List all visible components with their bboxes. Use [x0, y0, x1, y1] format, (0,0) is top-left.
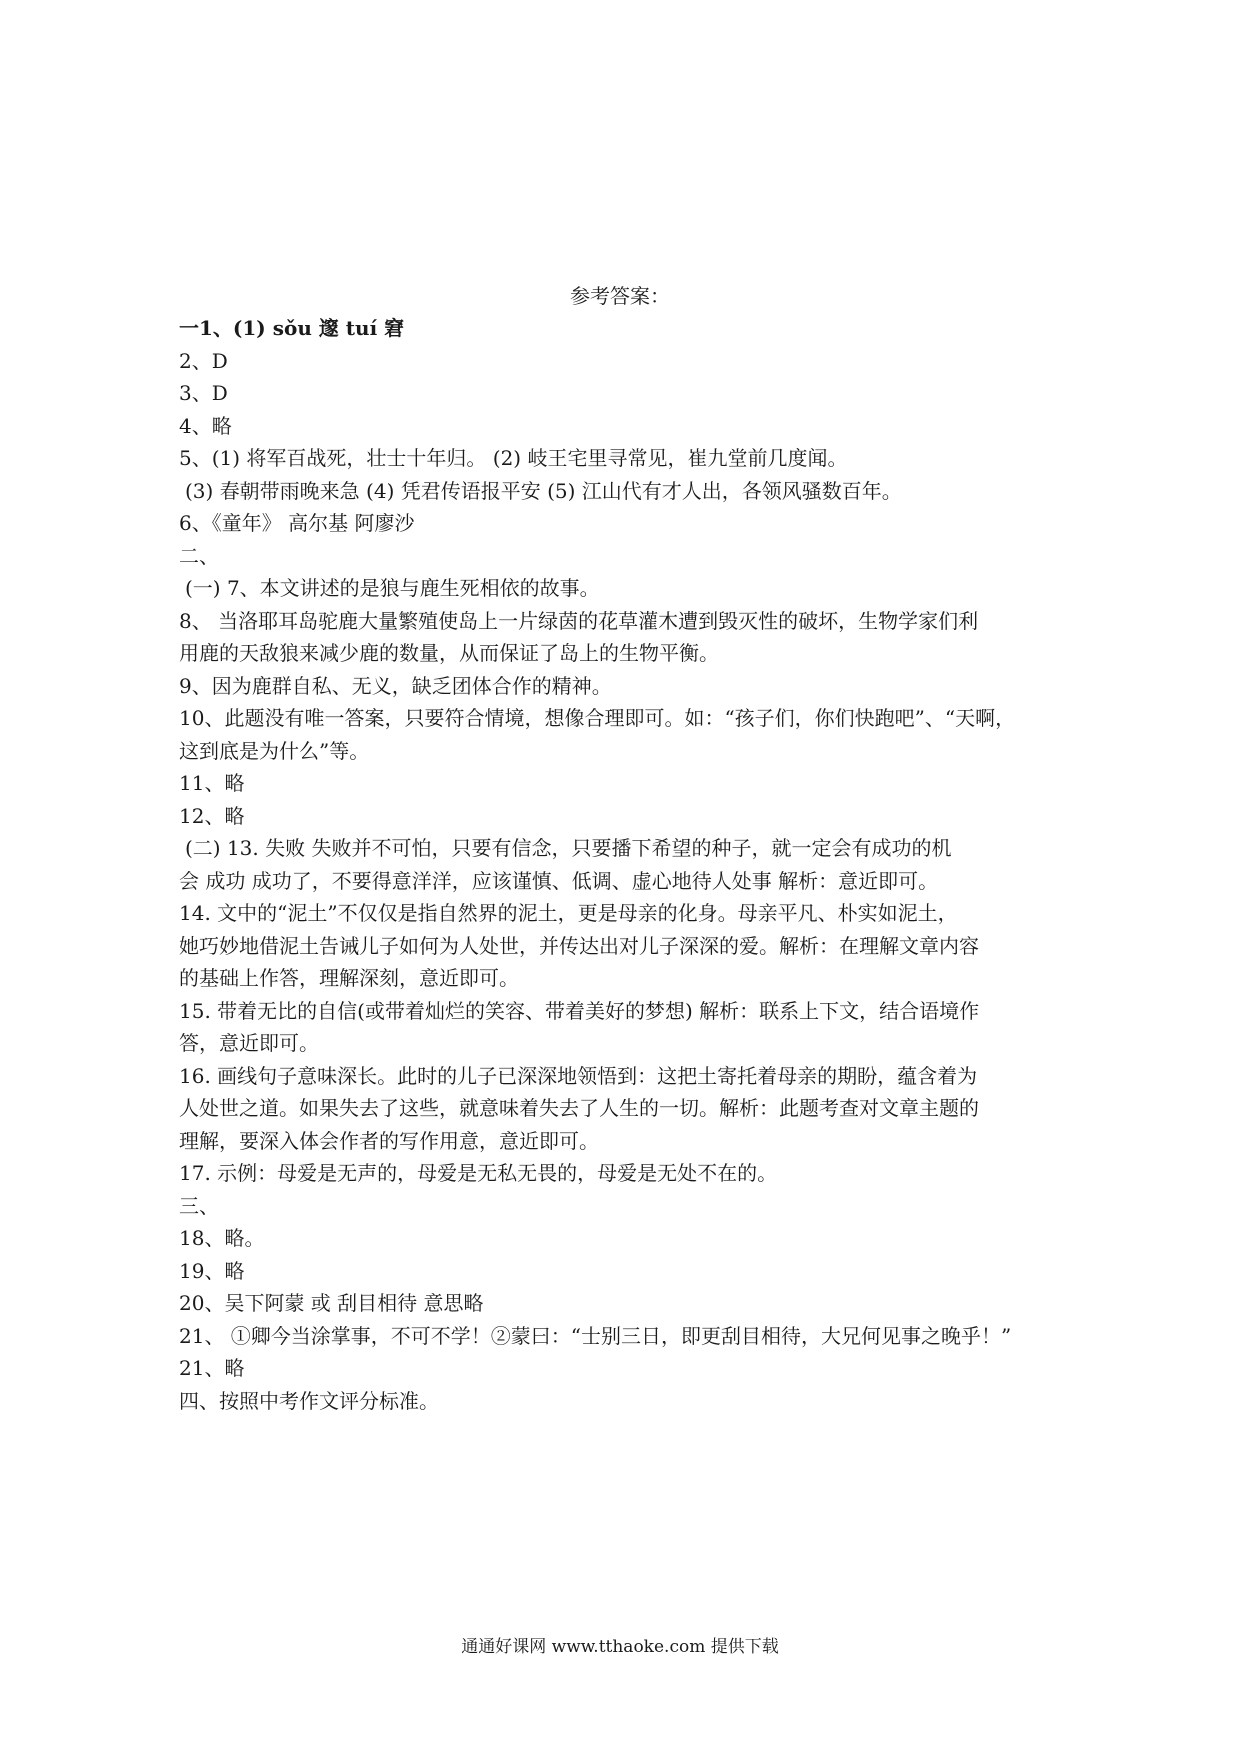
answer-line: 2、D — [179, 348, 228, 373]
answer-line: 15. 带着无比的自信(或带着灿烂的笑容、带着美好的梦想) 解析：联系上下文，结合语境作 — [179, 998, 980, 1023]
answer-line: (一) 7、本文讲述的是狼与鹿生死相依的故事。 — [185, 576, 600, 600]
answer-line: 理解，要深入体会作者的写作用意，意近即可。 — [179, 1128, 599, 1153]
answer-line: (二) 13. 失败 失败并不可怕，只要有信念，只要播下希望的种子，就一定会有成功的机 — [185, 836, 952, 860]
answer-line: 14. 文中的“泥土”不仅仅是指自然界的泥土，更是母亲的化身。母亲平凡、朴实如泥土， — [179, 901, 958, 925]
answer-line: 会 成功 成功了，不要得意洋洋，应该谨慎、低调、虚心地待人处事 解析：意近即可。 — [179, 868, 939, 893]
answer-line: 9、因为鹿群自私、无义，缺乏团体合作的精神。 — [179, 673, 612, 698]
answer-line: 四、按照中考作文评分标准。 — [179, 1388, 439, 1413]
page-title: 参考答案： — [570, 284, 670, 308]
section-heading: 三、 — [179, 1193, 219, 1218]
answer-line: (3) 春朝带雨晚来急 (4) 凭君传语报平安 (5) 江山代有才人出，各领风骚数百年。 — [185, 478, 902, 503]
answer-line: 答，意近即可。 — [179, 1031, 319, 1055]
answer-line: 5、(1) 将军百战死，壮士十年归。 (2) 岐王宅里寻常见，崔九堂前几度闻。 — [179, 446, 848, 470]
footer-credit: 通通好课网 www.tthaoke.com 提供下载 — [461, 1637, 779, 1657]
answer-line: 12、略 — [179, 803, 245, 828]
answer-line: 11、略 — [179, 771, 245, 795]
answer-line: 20、吴下阿蒙 或 刮目相待 意思略 — [179, 1291, 484, 1315]
answer-line: 18、略。 — [179, 1226, 265, 1250]
answer-line: 这到底是为什么”等。 — [179, 738, 370, 763]
answer-line: 一1、(1) sǒu 邃 tuí 窘 — [179, 316, 405, 340]
answer-line: 19、略 — [179, 1258, 245, 1283]
section-heading: 二、 — [179, 543, 219, 568]
answer-line: 17. 示例：母爱是无声的，母爱是无私无畏的，母爱是无处不在的。 — [179, 1161, 778, 1185]
answer-line: 的基础上作答，理解深刻，意近即可。 — [179, 966, 519, 990]
answer-line: 用鹿的天敌狼来减少鹿的数量，从而保证了岛上的生物平衡。 — [179, 641, 719, 665]
answer-line: 10、此题没有唯一答案，只要符合情境，想像合理即可。如：“孩子们，你们快跑吧”、“天啊， — [179, 706, 1016, 730]
answer-line: 3、D — [179, 381, 228, 405]
answer-line: 16. 画线句子意味深长。此时的儿子已深深地领悟到：这把土寄托着母亲的期盼，蕴含着为 — [179, 1063, 978, 1088]
answer-line: 她巧妙地借泥土告诫儿子如何为人处世，并传达出对儿子深深的爱。解析：在理解文章内容 — [179, 933, 979, 958]
answer-line: 21、略 — [179, 1356, 245, 1380]
answer-line: 6、《童年》 高尔基 阿廖沙 — [179, 511, 415, 535]
answer-line: 4、略 — [179, 413, 232, 438]
answer-line: 人处世之道。如果失去了这些，就意味着失去了人生的一切。解析：此题考查对文章主题的 — [179, 1096, 979, 1120]
answer-list — [179, 312, 1079, 1417]
answer-line: 8、 当洛耶耳岛驼鹿大量繁殖使岛上一片绿茵的花草灌木遭到毁灭性的破坏，生物学家们利 — [179, 608, 979, 633]
answer-line: 21、 ①卿今当涂掌事，不可不学！②蒙曰：“士别三日，即更刮目相待，大兄何见事之晚乎！” — [179, 1323, 1012, 1348]
